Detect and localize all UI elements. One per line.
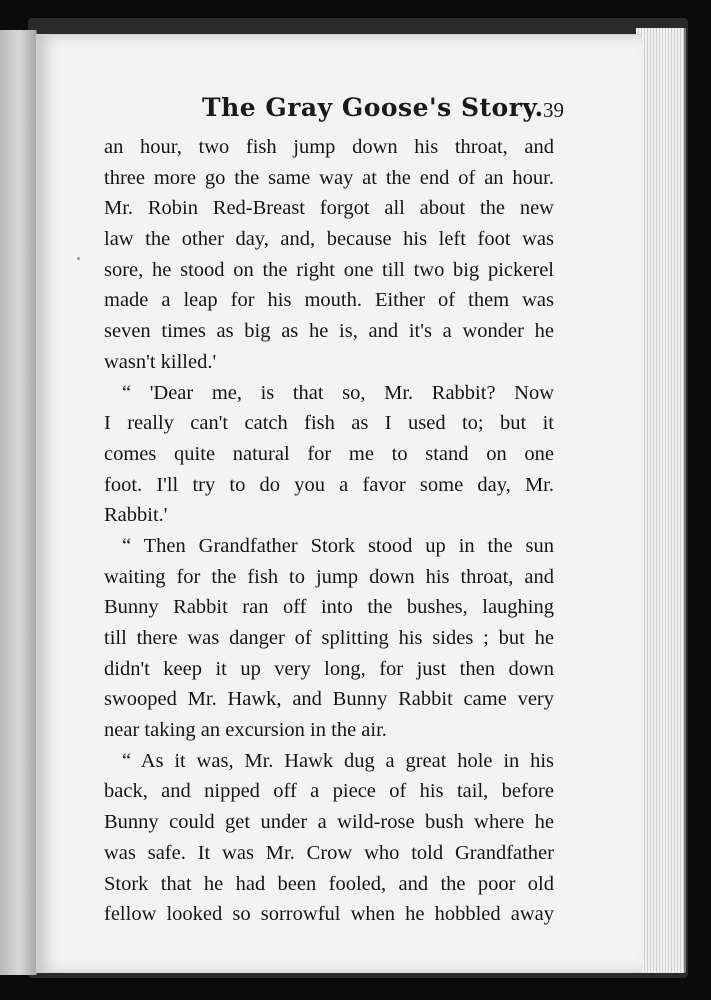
text-line: till there was danger of splitting his sides ; but he	[104, 627, 554, 649]
text-line: sore, he stood on the right one till two big pickerel	[104, 258, 554, 281]
text-line: was safe. It was Mr. Crow who told Grandfather	[104, 841, 554, 864]
text-line: didn't keep it up very long, for just then down	[104, 657, 554, 680]
text-line: foot. I'll try to do you a favor some day, Mr.	[104, 473, 554, 496]
text-line: Bunny Rabbit ran off into the bushes, laughing	[104, 596, 554, 619]
text-line: wasn't killed.'	[104, 350, 217, 373]
facing-page-edge	[0, 30, 37, 975]
text-line: Bunny could get under a wild-rose bush where he	[104, 811, 554, 834]
text-line: “ As it was, Mr. Hawk dug a great hole in his	[122, 749, 554, 772]
text-line: an hour, two fish jump down his throat, and	[104, 136, 554, 158]
text-line: I really can't catch fish as I used to; but it	[104, 412, 554, 435]
running-title: The Gray Goose's Story.	[202, 93, 544, 122]
page-number: 39	[543, 98, 564, 122]
text-line: near taking an excursion in the air.	[104, 719, 387, 742]
text-line: “ Then Grandfather Stork stood up in the sun	[122, 534, 554, 557]
paper-speck	[77, 257, 80, 260]
text-line: back, and nipped off a piece of his tail, before	[104, 780, 554, 803]
text-line: swooped Mr. Hawk, and Bunny Rabbit came very	[104, 688, 554, 711]
body-text	[104, 132, 554, 930]
text-line: comes quite natural for me to stand on one	[104, 442, 554, 465]
text-line: Mr. Robin Red-Breast forgot all about the new	[104, 197, 554, 220]
book-page	[36, 34, 642, 973]
text-line: “ 'Dear me, is that so, Mr. Rabbit? Now	[122, 381, 554, 404]
text-line: seven times as big as he is, and it's a wonder he	[104, 320, 554, 343]
text-line: fellow looked so sorrowful when he hobbled away	[104, 903, 554, 926]
text-line: Rabbit.'	[104, 504, 168, 527]
running-head	[100, 91, 564, 135]
text-line: waiting for the fish to jump down his throat, and	[104, 565, 554, 588]
text-line: made a leap for his mouth. Either of them was	[104, 289, 554, 312]
text-line: law the other day, and, because his left foot was	[104, 228, 554, 251]
text-line: Stork that he had been fooled, and the poor old	[104, 872, 554, 895]
page-stack-edge	[636, 28, 686, 973]
text-line: three more go the same way at the end of an hour.	[104, 166, 554, 189]
